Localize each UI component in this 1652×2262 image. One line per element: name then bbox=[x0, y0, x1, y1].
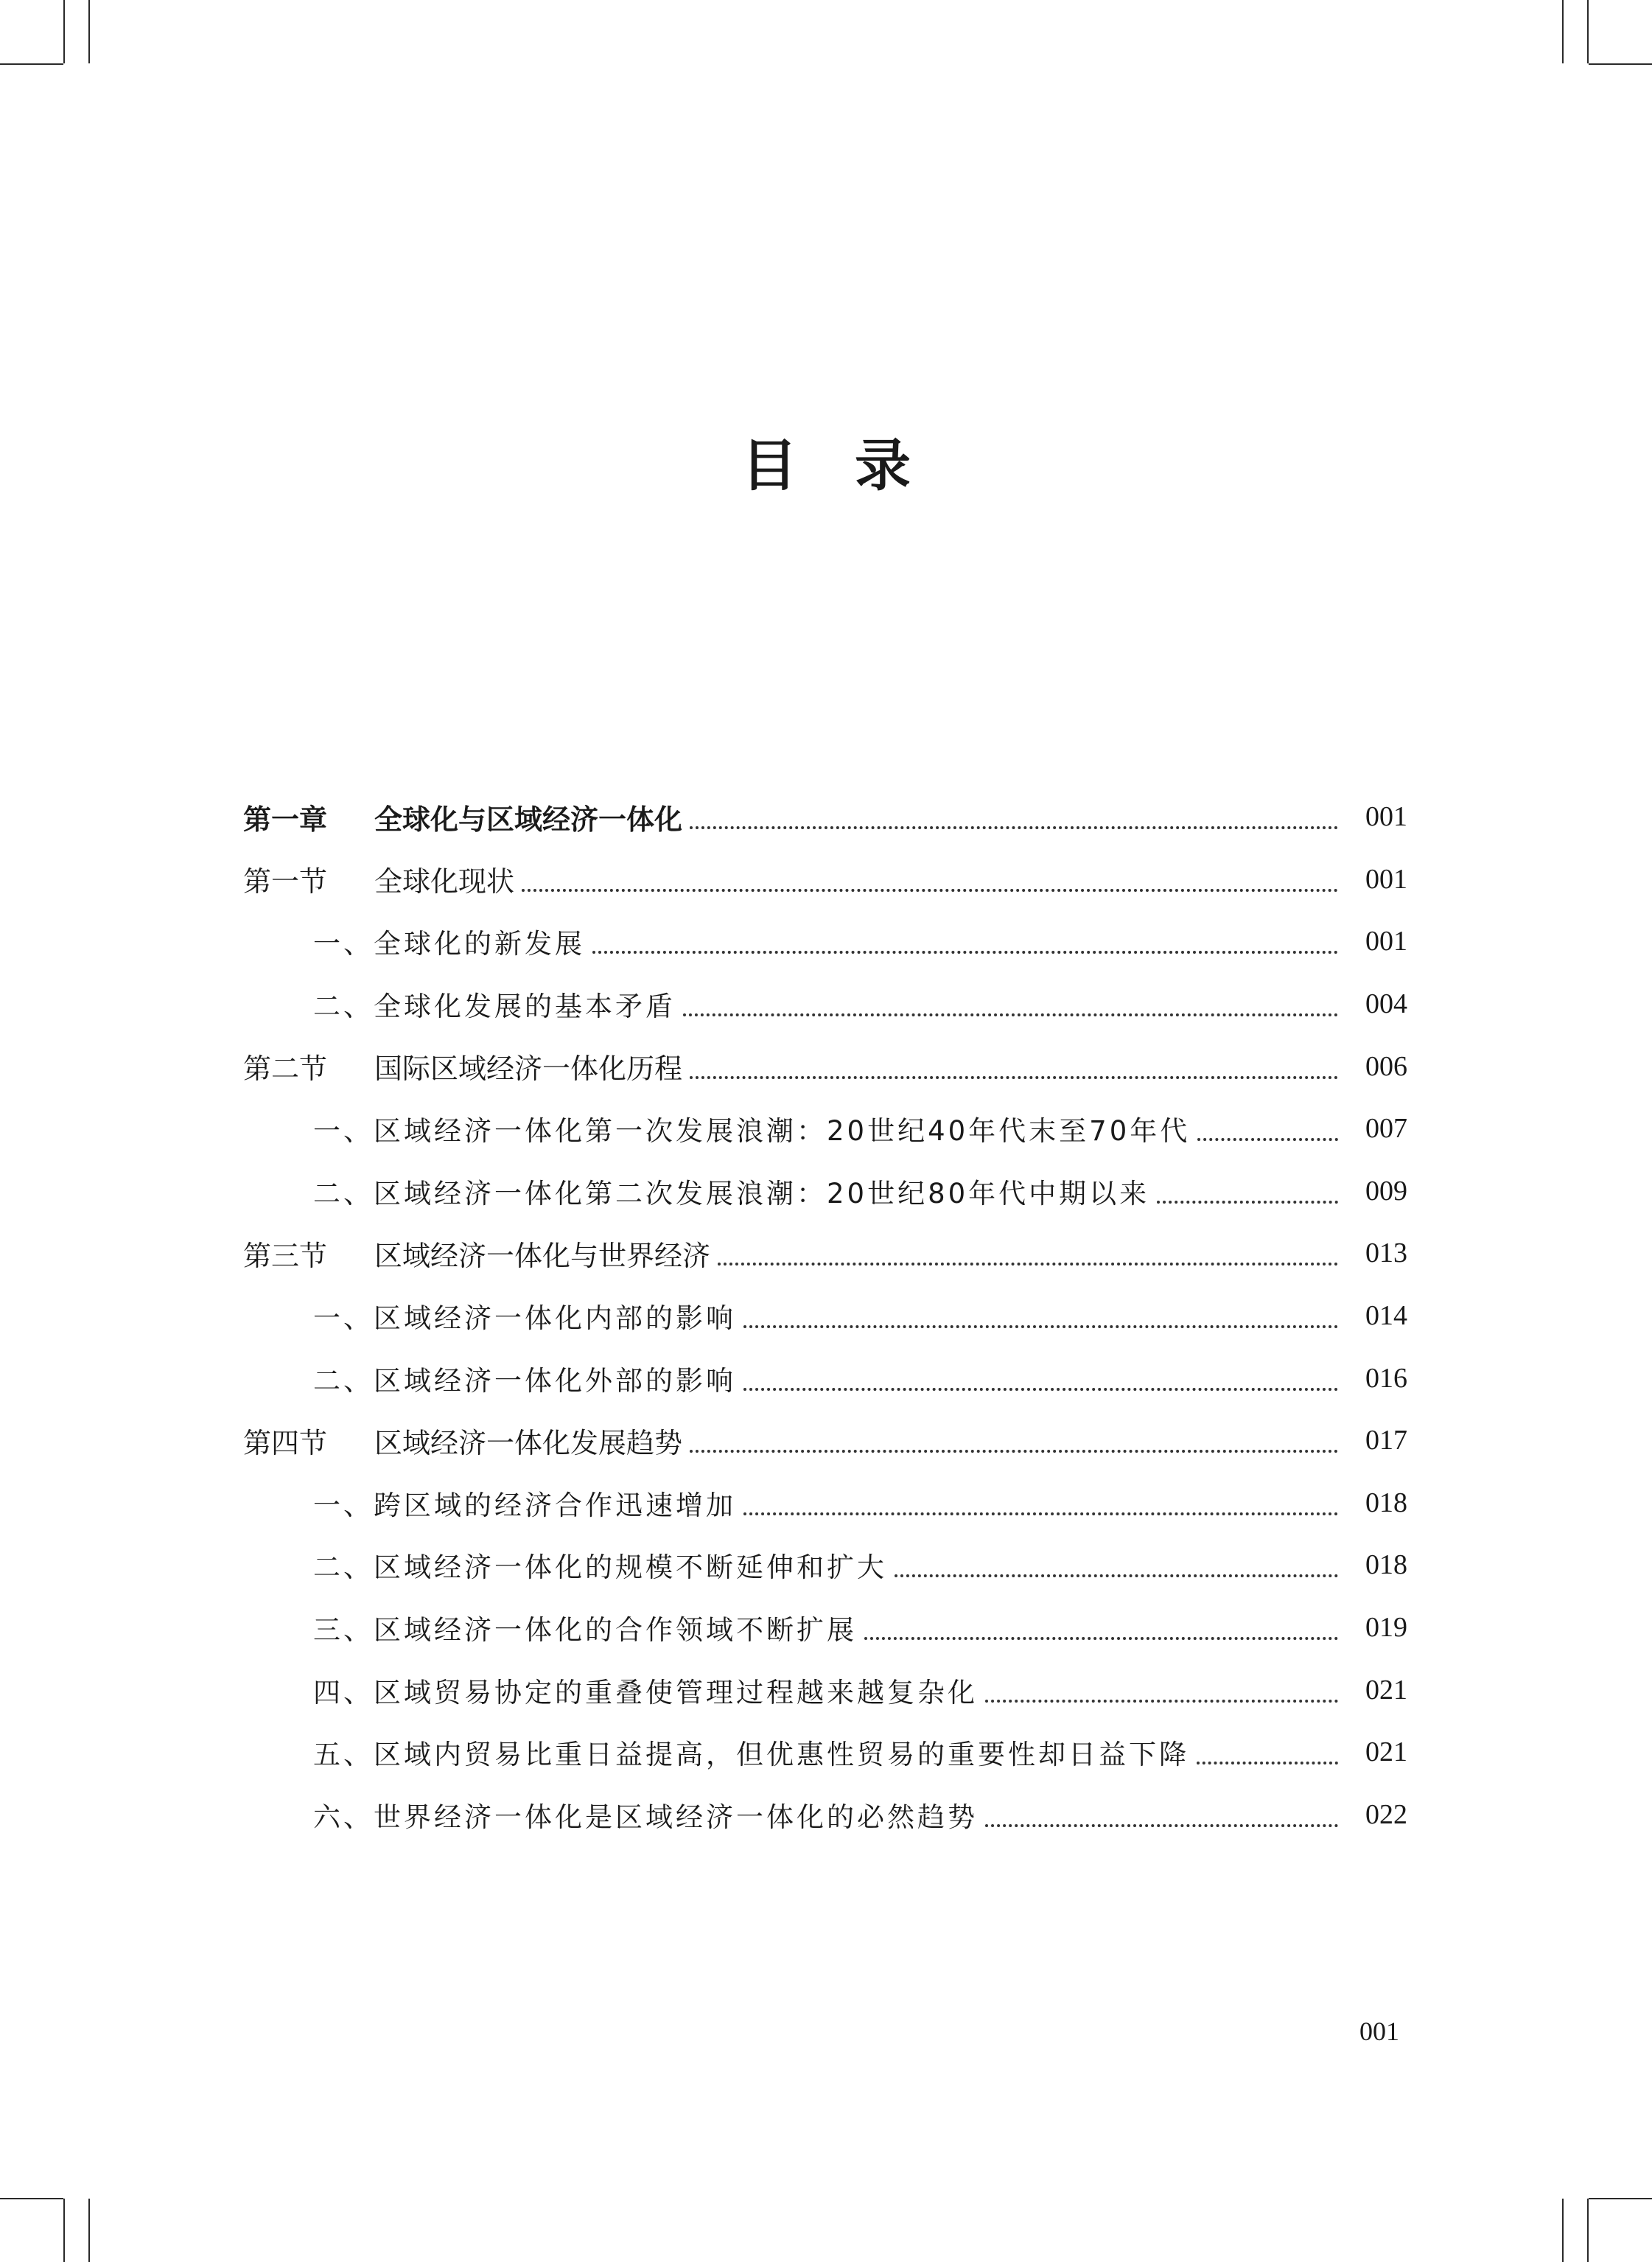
toc-entry-page: 001 bbox=[1365, 926, 1407, 957]
toc-leader-dots bbox=[1157, 1173, 1338, 1204]
crop-mark bbox=[1562, 2199, 1564, 2262]
toc-leader-dots bbox=[985, 1796, 1338, 1827]
toc-leader-dots bbox=[1197, 1734, 1338, 1764]
toc-leader-dots bbox=[743, 1297, 1338, 1328]
toc-section-entry[interactable] bbox=[243, 1222, 1407, 1285]
toc-section-entry[interactable] bbox=[243, 848, 1407, 911]
toc-leader-dots bbox=[985, 1672, 1338, 1703]
toc-entry-text: 全球化现状 bbox=[374, 865, 515, 898]
toc-leader-dots bbox=[592, 923, 1338, 954]
page-number: 001 bbox=[1359, 2017, 1399, 2046]
crop-mark bbox=[1587, 2199, 1589, 2262]
toc-entry-label bbox=[243, 1233, 710, 1274]
toc-entry-text: 二、区域经济一体化第二次发展浪潮：20世纪80年代中期以来 bbox=[313, 1177, 1150, 1209]
crop-mark bbox=[1587, 0, 1589, 63]
toc-entry-text: 一、跨区域的经济合作迅速增加 bbox=[313, 1489, 736, 1521]
toc-leader-dots bbox=[895, 1546, 1338, 1577]
toc-entry-page: 007 bbox=[1365, 1113, 1407, 1145]
toc-entry-page: 019 bbox=[1365, 1612, 1407, 1644]
toc-leader-dots bbox=[690, 1422, 1338, 1453]
toc-entry-prefix: 第一节 bbox=[243, 865, 328, 898]
toc-subsection-entry[interactable] bbox=[243, 1347, 1407, 1409]
toc-leader-dots bbox=[864, 1609, 1338, 1640]
crop-mark bbox=[0, 63, 63, 65]
crop-mark bbox=[88, 2199, 90, 2262]
toc-entry-prefix: 第四节 bbox=[243, 1426, 328, 1459]
toc-entry-page: 018 bbox=[1365, 1549, 1407, 1581]
toc-leader-dots bbox=[683, 985, 1338, 1016]
toc-entry-text: 三、区域经济一体化的合作领域不断扩展 bbox=[313, 1614, 857, 1647]
toc-entry-page: 014 bbox=[1365, 1300, 1407, 1332]
table-of-contents bbox=[243, 786, 1407, 1846]
toc-entry-label bbox=[243, 1795, 978, 1835]
toc-entry-page: 001 bbox=[1365, 863, 1407, 895]
toc-entry-page: 001 bbox=[1365, 801, 1407, 833]
toc-entry-label bbox=[243, 1046, 682, 1086]
toc-entry-text: 二、区域经济一体化的规模不断延伸和扩大 bbox=[313, 1551, 887, 1584]
toc-entry-page: 006 bbox=[1365, 1050, 1407, 1082]
toc-entry-page: 022 bbox=[1365, 1798, 1407, 1830]
toc-entry-label bbox=[243, 1732, 1189, 1772]
toc-entry-label bbox=[243, 1608, 857, 1647]
toc-leader-dots bbox=[743, 1360, 1338, 1391]
toc-entry-label bbox=[243, 1670, 978, 1710]
toc-section-entry[interactable] bbox=[243, 786, 1407, 848]
toc-entry-text: 五、区域内贸易比重日益提高，但优惠性贸易的重要性却日益下降 bbox=[313, 1739, 1189, 1771]
toc-subsection-entry[interactable] bbox=[243, 910, 1407, 973]
toc-entry-page: 004 bbox=[1365, 988, 1407, 1020]
toc-leader-dots bbox=[718, 1235, 1338, 1266]
toc-entry-page: 009 bbox=[1365, 1175, 1407, 1207]
toc-leader-dots bbox=[690, 1048, 1338, 1079]
crop-mark bbox=[63, 0, 65, 63]
toc-entry-text: 六、世界经济一体化是区域经济一体化的必然趋势 bbox=[313, 1801, 978, 1833]
toc-entry-prefix: 第二节 bbox=[243, 1053, 328, 1086]
crop-mark bbox=[63, 2199, 65, 2262]
title-char-2: 录 bbox=[855, 432, 911, 498]
toc-section-entry[interactable] bbox=[243, 1035, 1407, 1097]
toc-subsection-entry[interactable] bbox=[243, 1534, 1407, 1596]
toc-subsection-entry[interactable] bbox=[243, 1285, 1407, 1347]
toc-entry-text: 一、区域经济一体化第一次发展浪潮：20世纪40年代末至70年代 bbox=[313, 1115, 1191, 1148]
toc-leader-dots bbox=[522, 861, 1338, 892]
toc-subsection-entry[interactable] bbox=[243, 1160, 1407, 1223]
toc-entry-label bbox=[243, 984, 676, 1024]
toc-entry-page: 018 bbox=[1365, 1487, 1407, 1518]
toc-entry-text: 四、区域贸易协定的重叠使管理过程越来越复杂化 bbox=[313, 1676, 978, 1708]
toc-entry-text: 二、区域经济一体化外部的影响 bbox=[313, 1364, 736, 1397]
toc-subsection-entry[interactable] bbox=[243, 1472, 1407, 1535]
toc-entry-label bbox=[243, 797, 682, 837]
crop-mark bbox=[1562, 0, 1564, 63]
toc-leader-dots bbox=[690, 798, 1338, 829]
toc-entry-text: 全球化与区域经济一体化 bbox=[374, 802, 683, 836]
toc-entry-prefix: 第一章 bbox=[243, 802, 328, 836]
toc-subsection-entry[interactable] bbox=[243, 1658, 1407, 1721]
toc-entry-text: 区域经济一体化与世界经济 bbox=[374, 1239, 711, 1272]
toc-entry-label bbox=[243, 859, 514, 899]
toc-subsection-entry[interactable] bbox=[243, 1097, 1407, 1160]
toc-entry-page: 021 bbox=[1365, 1674, 1407, 1706]
toc-leader-dots bbox=[743, 1484, 1338, 1515]
toc-entry-label bbox=[243, 921, 585, 961]
toc-entry-text: 区域经济一体化发展趋势 bbox=[374, 1426, 683, 1459]
toc-entry-text: 国际区域经济一体化历程 bbox=[374, 1053, 683, 1086]
toc-section-entry[interactable] bbox=[243, 1409, 1407, 1472]
toc-entry-page: 021 bbox=[1365, 1736, 1407, 1768]
toc-entry-page: 017 bbox=[1365, 1425, 1407, 1456]
toc-leader-dots bbox=[1197, 1110, 1338, 1141]
toc-subsection-entry[interactable] bbox=[243, 1784, 1407, 1846]
toc-entry-text: 一、区域经济一体化内部的影响 bbox=[313, 1302, 736, 1335]
toc-entry-label bbox=[243, 1358, 736, 1398]
toc-subsection-entry[interactable] bbox=[243, 1596, 1407, 1659]
toc-subsection-entry[interactable] bbox=[243, 973, 1407, 1036]
toc-entry-label bbox=[243, 1545, 887, 1585]
toc-entry-label bbox=[243, 1420, 682, 1461]
toc-entry-text: 二、全球化发展的基本矛盾 bbox=[313, 991, 676, 1023]
toc-entry-prefix: 第三节 bbox=[243, 1239, 328, 1272]
toc-subsection-entry[interactable] bbox=[243, 1721, 1407, 1784]
toc-entry-label bbox=[243, 1171, 1149, 1211]
toc-entry-text: 一、全球化的新发展 bbox=[313, 928, 585, 960]
toc-entry-page: 016 bbox=[1365, 1362, 1407, 1394]
title-char-1: 目 bbox=[741, 432, 797, 498]
page-title bbox=[0, 424, 1652, 498]
crop-mark bbox=[1589, 63, 1652, 65]
crop-mark bbox=[88, 0, 90, 63]
crop-mark bbox=[0, 2198, 63, 2199]
toc-entry-label bbox=[243, 1296, 736, 1336]
toc-entry-page: 013 bbox=[1365, 1238, 1407, 1269]
toc-entry-label bbox=[243, 1109, 1190, 1148]
toc-entry-label bbox=[243, 1483, 736, 1523]
crop-mark bbox=[1589, 2198, 1652, 2199]
